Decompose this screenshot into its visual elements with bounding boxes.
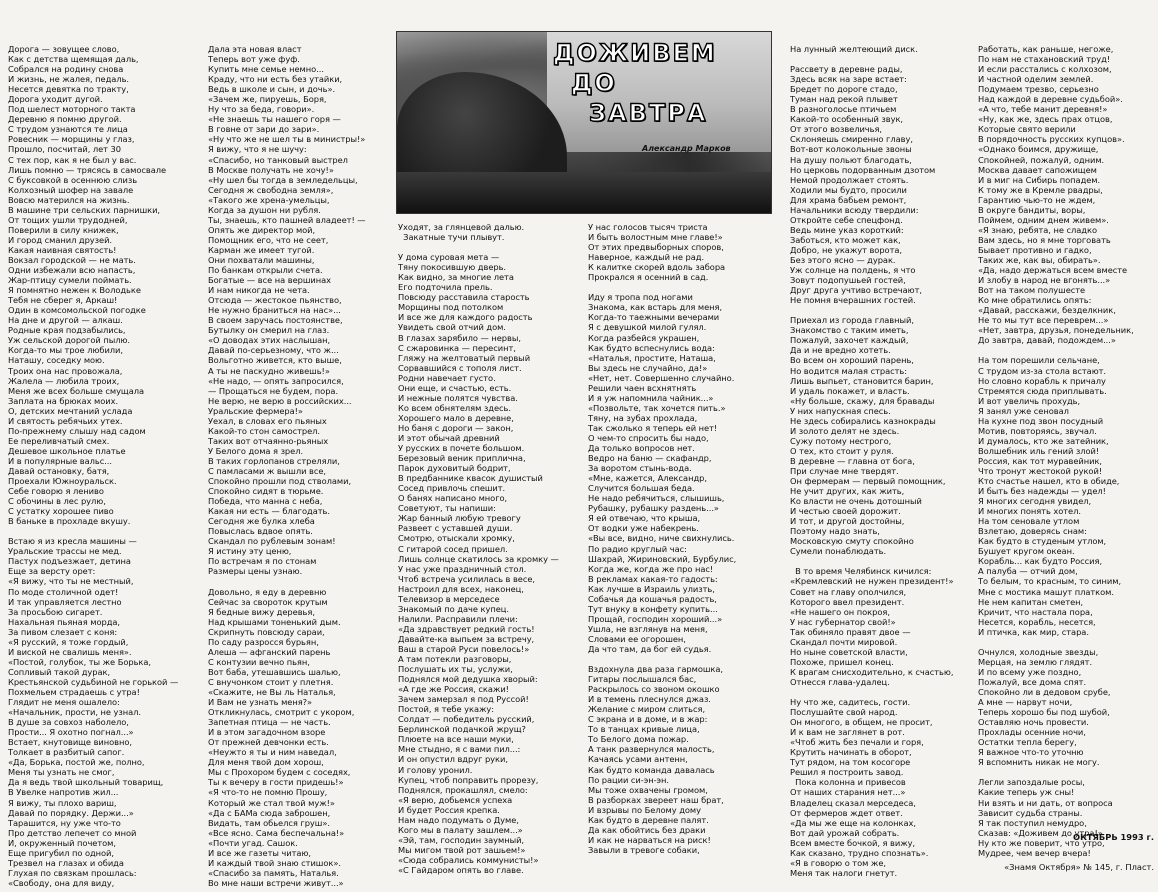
photo-ground <box>397 172 771 213</box>
poem-column-6: Работать, как раньше, негоже, По нам не стахановский труд! И если расстались с колхозом, И частной оделим землей. Подумаем трезво, серьезно Над каждой в деревне судьбой». «А что, тебе манит деревня!» «Ну, как же, здесь прах отцов, Которые свято верили В порядочность русских купцов». «Однако боимся, дружище, Спокойней, пожалуй, одним. Москва давает сапожищем И в миг на Сибирь попадем. К тому же в Кремле рвадры, Гарантию чью-то не ждем, В округе бандиты, воры, Поймем, одним днем живем». «Я знаю, ребята, не сладко Вам здесь, но я мне торговать Бывает противно и гадко, Таких же, как вы, обирать». «Да, надо держаться всем вместе И злобу в народ не вгонять...» Вот на таком полушесте Ко мне обратились опять: «Давай, расскажи, безделкник, Не то мы тут все переврем...» «Нет, завтра, друзья, понедельник, До завтра, давай, подождем...» На том порешили сельчане, С трудом из-за стола встают. Но словно корабль к причалу Стремятся сюда приплывать. И вот увеличь прохудь, Я занял уже сеновал На кухне под звон посудный Мотив, повторяясь, звучал. И думалось, кто же затейник, Волшебник иль гений злой! Россия, как тот муравейник, Что тронут жестокой рукой! Кто счастье нашел, кто в обиде, И быть без надежды — удел! Я многих сегодня увидел, И многих понять хотел. На том сеновале утлом Взлетаю, доверясь снам: Как будто в студеным утлом, Бушует кругом океан. Корабль... как будто Россия, А палуба — отчий дом, То белым, то красным, то синим, Мне с мостика машут платком. Не нем капитан сметен, Кричит, что настала пора, Несется, корабль, несется, И птичка, как мир, стара. Очнулся, холодные звезды, Мерцая, на землю глядят. И по всему уже поздно, Пожалуй, все дома спят. Спокойно ли в дедовом срубе, А мне — нарвут ночи, Теперь хорошо бы под шубой, Оставляю ночь провести. Прохлады осенние ночи, Остатки тепла берегу, Я важное что-то уточню Я вспомнить никак не могу. Легли запоздалые росы, Какие теперь уж сны! Ни взять и ни дать, от вопроса Зависит судьба страны. Я так поступил немудро, Сказав: «Доживем до утра!» Ну кто же поверит, что утро, Мудрее, чем вечер вчера! <box>978 44 1134 858</box>
poem-column-5: На лунный желтеющий диск. Рассвету в деревне рады, Здесь всяк на заре встает: Бредет по дороге стадо, Туман над рекой плывет В разноголосье птичьем Какой-то особенный звук, От этого возвеличья, Склоняешь смиренно главу, Вот-вот колокольные звоны На душу польют благодать, Но церковь подорванным дзотом Немой продолжает стоять. Ходили мы будто, просили Для храма бабьем ремонт, Начальники всюду твердили: Откройте себе спецфонд. Ведь мине указ короткий: Заботься, кто может как, Добро, не укажут ворота, Без этого ясно — дурак. Уж солнце на полдень, я что Зовут подопушьей гостей, Друг друга учтиво встречают, Не помня вчерашних гостей. Приехал из города главный, Знакомство с таким иметь, Пожалуй, захочет каждый, Да и не вредно хотеть. Во всем он хороший парень, Но водится малая страсть: Лишь выпьет, становится барин, И удаль покажет, и власть. «Ну больше, скажу, для бравады У них напускная спесь. Не здесь собирались казнокрады И золото делят не здесь. Сужу потому нестрого, О тех, кто стоит у руля. В деревне — главна от бога, При случае мне твердят. Он фермерам — первый помощник, Не учит других, как жить, Ко власти не очень дотошный И честью своей дорожит. И тот, и другой достойны, Поэтому надо знать, Московскую смуту спокойно Сумели понаблюдать. В то время Челябинск кичился: «Кремлевский не нужен президент!» Совет на главу ополчился, Которого ввел президент. «Не нашего он покроя, У нас губернатор свой!» Так обиняло правят двое — Скандал почти мировой. Но ныне советской власти, Похоже, пришел конец. К врагам снисходительно, к счастью, Отнесся глава-удалец. Ну что же, садитесь, гости. Послушайте свой народ. Он многого, в общем, не просит, И к вам не заглянет в рот. «Чтоб жить без печали и горя, Крутить начинать в оборот, Тут рядом, на том косогоре Решил я построить завод. Пока колонна и привесов От наших старания нет...» Владелец сказал мерседеса, От фермеров ждет ответ. «Да мы же еще на колонках, Вот дай урожай собрать. Всем вместе бочкой, я вижу, Как сказано, трудно спознать». «Я в говорю о том же, Меня так налоги гнетут. <box>790 44 954 878</box>
poem-column-2: Дала эта новая власт Теперь вот уже фуф. Купить мне семье немно... Краду, что ни есть без утайки, Ведь в школе и сын, и дочь». «Зачем же, пируешь, Боря, Ну что за беда, говори». «Не знаешь ты нашего горя — В говне от зари до зари». «Ну что же не шел ты в министры!» Я вижу, что я не шучу: «Спасибо, но танковый выстрел В Москве получать не хочу!» «Ну шел бы тогда в земледельцы, Сегодня ж свободна земля», «Такого же хрена-умельцы, Когда за душон ни рубля. Ты, знаешь, кто пашней владеет! — Опять же директор мой, Помощник его, что не сеет, Карман же имеет тугой. Они похватали машины, По банкам открыли счета. Богатые — все на вершинах И нам никогда не чета. Отсюда — жестокое пьянство, Не нужно браниться на нас»... В своем заручась постоянстве, Бутылку он смерил на глаз. «О доводах этих наслышан, Давай по-серьезному, что ж... Вольготно живется, кто выше, А ты не паскудно живешь!» «Не надо, — опять запросился, — Прощаться не будем, пора. Не верю, не верю в российских... Уральские фермера!» Уехал, в словах его пьяных Какой-то стон самострел. Таких вот отчаянно-рьяных У Белого дома я зрел. В таких горлопанов стреляли, С памласами ж вышли все, Спокойно прошли под стволами, Спокойно сидят в тюрьме. Победа, что манна с неба, Какая ни есть — благодать. Сегодня же булка хлеба Повыслась вдвое опять. Скандал по рублевым зонам! Я истину эту ценю, По встречам я по стонам Размеры цены узнаю. Довольно, я еду в деревню Сейчас за свороток крутым Я бедные вижу деревья, Над крышами тоненький дым. Скрипнуть повсюду сараи, По саду разросся бурьян, Алеша — афганский парень С контузии вечно пьян, Вот баба, утешавшись шалью, С внучонком стоит у плетня. «Скажите, не Вы ль Наталья, И Вам не узнать меня?» Откликнулась, смотрит с укором, Запетная птица — не часть. И в этом загадочном взоре От прежней девчонки есть. «Неужто я ты и ним наведал, Для меня твой дом хорош, Мы с Прохором будем с соседях, Ты к вечеру в гости придешь!» «Я что-то не помню Прошу, Который же стал твой муж!» «Да с БАМа сюда заброшен, Видать, там обьелся груш». «Все ясно. Сама беспечальна!» «Почти угад. Сашок. И все же газеты читаю, И каждый твой знаю стишок». «Спасибо за память, Наталья. Во мне наши встречи живут...» <box>208 44 366 888</box>
article-header-photo <box>396 31 772 214</box>
title-line-1: ДОЖИВЕМ <box>553 39 717 67</box>
poem-column-3: Уходят, за глянцевой далью. Закатные тучи плывут. У дома суровая мета — Тяну покосившую дверь. Как видно, за многие лета Его подточила прель. Повсюду расставила старость Морщины под потолком И все же для каждого радость Увидеть свой отчий дом. В глазах зарябило — нервы, С сжаровинка — пересинт, Гляжу на желтоватый первый Сорвавшийся с тополя лист. Родни навечает густо. Они еще, и счастью, есть. И нежные полятся чувства. Ко всем обнятелям здесь. Хорошего мало в деревне, Но баня с дороги — закон, И этот обычай древний У русских в почете большом. Березовый веник приплична, Парок духовитый бодрит, В предбаннике квасок душистый Сосед привлочь спешит. О банях написано много, Советуют, ты напиши: Жар банный любую тревогу Развеет с уставшей души. Смотрю, отыскали хромку, С гитарой сосед пришел. Лишь солнце скатилось за кромку — У нас уже праздничный стол. Чтоб встреча усилилась в весе, Настроил для всех, наконец, Телевизор в мерседесе Знакомый по даче купец. Налили. Расправили плечи: «Да здравствует редкий гость! Давайте-ка выпьем за встречу, Ваш в старой Руси повелось!» А там потекли разговоры, Послушать их ты, услужи, Поднялся мой дедушка хворый: «А где же Россия, скажи! Зачем замерзал я под Руссой! Постой, я тебе укажу: Солдат — победитель русский, Берлинской подачкой жрущ? Плюете на все наши муки, Мне стыдно, я с вами пил...: И он опустил вдруг руки, И голову уронил. Купец, чтоб поправить прорезу, Поднялся, прокашлял, смело: «Я верю, добьемся успеха И будет Россия крепка. Нам надо подумать о Думе, Кого мы в палату зашлем...» «Эй, там, господин заумный, Мы мигом твой рот зашьем!» «Сюда собрались коммунисты!» «С Гайдаром опять во главе. <box>398 222 559 875</box>
poem-column-1: Дорога — зовущее слово, Как с детства щемящая даль, Собрался на родину снова И жизнь, не жалея, педаль. Несется девятка по тракту, Дорога уходит дугой. Под шелест моторного такта Деревню я помню другой. С трудом узнаются те лица Ровесник — морщины у глаз, Прошло, посчитай, лет 30 С тех пор, как я не был у вас. Лишь помню — трясясь в самосвале С буксовкой в осеннюю слизь Колхозный шофер на завале Вовсю матерился на жизнь. В машине три сельских парнишки, От тощих ушли трудодней, Поверили в силу книжек, И город сманил друзей. Какая наивная святость! Вокзал городской — не мать. Одни избежали всю напасть, Жар-птицу сумели поймать. Я помнятно нежен к Володьке Тебя не сберег я, Аркаш! Один в комсомольской погодке На дне и другой — алкаш. Родные края подзабылись, Уж сельской дорогой пылю. Когда-то мы трое любили, Наташу, соседку мою. Троих она нас провожала, Жалела — любила троих, Меня же всех больше смущала Заплата на брюках моих. О, детских мечтаний услада И святость ребячьих утех. По-прежнему слышу над садом Ее переливчатый смех. Дешевое школьное платье И в популярные вальс... Давай остановку, батя, Проехали Южноуральск. Себе говорю я лениво С обочины в лес рулю, С устатку хорошее пиво В баньке в прохладе вкушу. Встаю я из кресла машины — Уральские трассы не мед. Пастух подъезжает, детина Еще за версту орет: «Я вижу, что ты не местный, По моде столичной одет! И так управляется лестно За просьбою сигарет. Нахальная пьяная морда, За пивом слезает с коня: «Я русский, я тоже гордый, И виской не свалишь меня». «Постой, голубок, ты же Борька, Сопливый такой дурак, Крестьянской судьбиной не горькой — Похмельем страдаешь с утра! Глядит не меня ошалело: «Начальник, прости, не узнал. В душе за совхоз наболело, Прости... Я охотно погнал...» Встает, кнутовище виновно, Толкает в разбитый сапог. «Да, Борька, постой же, полно, Меня ты узнать не смог, Да я ведь твой школьный товарищ, В Увелке напротив жил... Я вижу, ты плохо вариш, Давай по порядку. Держи...» Тарашится, ну уже что-то Про детство лепечет со мной И, окруженный почетом, Еще пригубил по одной, Трезвел на глазах и обида Глухая по связкам прошлась: «Свободу, она для виду, <box>8 44 179 888</box>
title-line-2: ДО <box>571 69 617 97</box>
footer-date: ОКТЯБРЬ 1993 г. <box>1073 832 1154 843</box>
poem-column-4: У нас голосов тысяч триста И быть волостным мне главе!» От этих предвыборных споров, Наверное, каждый не рад. К калитке скорей вдоль забора Прокрался я осенний в сад. Иду я тропа под ногами Знакома, как встарь для меня, Когда-то таежными вечерами Я с девушкой милой гулял. Когда разбейся украшен, Как будто вспеснулись вода: «Наталья, простите, Наташа, Вы здесь не случайно, да!» «Нет, нет. Совершенно случайно. Решили чаен всхнятнять И я уж напомнила чайник...» «Позвольте, так хочется пить.» Тяну, на зубах прохлада, Так сжолько я теперь ей нет! О чем-то спросить бы надо, Да только вопросов нет. Ведро на баню — скафандр, За воротом стынь-вода. «Мне, кажется, Александр, Случится большая беда. Не надо ребячиться, слышишь, Рубашку, рубашку раздень...» Я ей отвечаю, что крыша, От водки уже набекрень. «Вы все, видно, ниче свихнулись. По радио круглый час: Шахрай, Жириновский, Бурбулис, Когда же, когда же про нас! В рекламах какая-то гадость: Как лучше в Израиль улизть, Собачья да кошачья радость, Тут внуку в конфету купить... Прощай, господин хороший...» Ушла, не взглянув на меня, Словами ее огорошен, Да что там, да бог ей судья. Вздохнула два раза гармошка, Гитары послышался бас, Раскрылось со звоном окошко И в темень плеснулся джаз. Желание с миром слиться, С экрана и в доме, и в жар: То в танцах кривые лица, То Белого дома пожар. А танк развернулся малость, Качаясь усами антенн, Как будто команда давалась По рации си-эн-эн. Мы тоже охвачены громом, В разборках звереет наш брат, И взрывы по Белому дому Как будто в деревне палят. Да как обойтись без драки И как не нарваться на риск! Завыли в тревоге собаки, <box>588 222 737 855</box>
publication-footer <box>976 812 1154 892</box>
article-title <box>553 38 767 128</box>
footer-source: «Знамя Октября» № 145, г. Пласт. <box>1004 862 1154 873</box>
title-line-3: ЗАВТРА <box>589 99 708 127</box>
article-author: Александр Марков <box>642 144 731 153</box>
